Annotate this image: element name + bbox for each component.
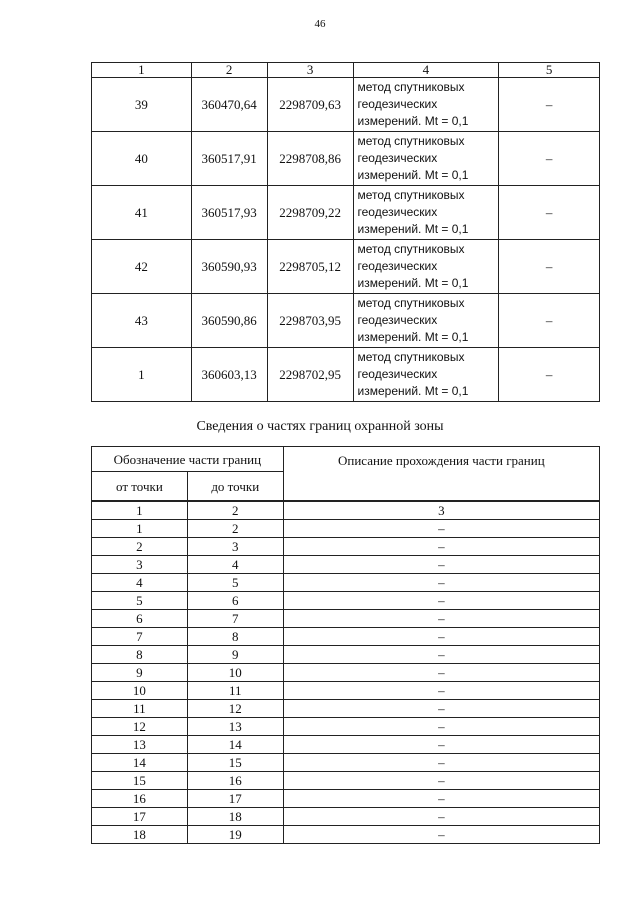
y-coordinate-cell: 2298703,95 <box>267 294 353 348</box>
description-cell: – <box>283 628 599 646</box>
table-row <box>92 574 600 592</box>
table-row <box>92 790 600 808</box>
from-point-cell: 5 <box>92 592 188 610</box>
y-coordinate-cell: 2298709,63 <box>267 78 353 132</box>
to-point-cell: 13 <box>187 718 283 736</box>
to-point-cell: 10 <box>187 664 283 682</box>
to-point-cell: 15 <box>187 754 283 772</box>
point-number-cell: 1 <box>92 348 192 402</box>
from-point-cell: 2 <box>92 538 188 556</box>
to-point-cell: 7 <box>187 610 283 628</box>
header-group-cell: Обозначение части границ <box>92 447 284 472</box>
point-number-cell: 41 <box>92 186 192 240</box>
to-point-cell: 18 <box>187 808 283 826</box>
from-point-cell: 3 <box>92 556 188 574</box>
method-line: измерений. Mt = 0,1 <box>357 222 469 236</box>
description-cell: – <box>283 718 599 736</box>
table-row <box>92 808 600 826</box>
column-number-cell: 4 <box>353 63 499 78</box>
to-point-cell: 6 <box>187 592 283 610</box>
section-title: Сведения о частях границ охранной зоны <box>196 419 444 434</box>
table-row <box>92 294 600 348</box>
table-row <box>92 132 600 186</box>
method-line: измерений. Mt = 0,1 <box>357 276 469 290</box>
numbering-row <box>92 501 600 520</box>
method-line: геодезических <box>357 259 438 273</box>
to-point-cell: 8 <box>187 628 283 646</box>
to-point-cell: 5 <box>187 574 283 592</box>
note-cell: – <box>499 132 600 186</box>
table-row <box>92 186 600 240</box>
from-point-cell: 16 <box>92 790 188 808</box>
from-point-cell: 7 <box>92 628 188 646</box>
point-number-cell: 42 <box>92 240 192 294</box>
boundary-parts-table <box>91 446 600 844</box>
to-point-cell: 16 <box>187 772 283 790</box>
x-coordinate-cell: 360470,64 <box>191 78 267 132</box>
column-number-cell: 5 <box>499 63 600 78</box>
table-row <box>92 240 600 294</box>
point-number-cell: 43 <box>92 294 192 348</box>
table-row <box>92 700 600 718</box>
description-cell: – <box>283 574 599 592</box>
table-row <box>92 772 600 790</box>
page-number: 46 <box>314 18 326 30</box>
table-row <box>92 682 600 700</box>
from-point-cell: 12 <box>92 718 188 736</box>
from-point-cell: 10 <box>92 682 188 700</box>
description-cell: – <box>283 808 599 826</box>
description-cell: – <box>283 664 599 682</box>
to-point-cell: 12 <box>187 700 283 718</box>
to-point-cell: 9 <box>187 646 283 664</box>
table-row <box>92 592 600 610</box>
x-coordinate-cell: 360517,93 <box>191 186 267 240</box>
note-cell: – <box>499 240 600 294</box>
table-row <box>92 736 600 754</box>
description-cell: – <box>283 754 599 772</box>
table-row <box>92 718 600 736</box>
y-coordinate-cell: 2298705,12 <box>267 240 353 294</box>
description-cell: – <box>283 556 599 574</box>
point-number-cell: 39 <box>92 78 192 132</box>
header-from-cell: от точки <box>92 472 188 502</box>
method-line: метод спутниковых <box>357 242 465 256</box>
to-point-cell: 11 <box>187 682 283 700</box>
table-row <box>92 628 600 646</box>
method-cell <box>353 240 499 294</box>
description-cell: – <box>283 646 599 664</box>
column-number-cell: 1 <box>92 63 192 78</box>
to-point-cell: 4 <box>187 556 283 574</box>
description-cell: – <box>283 772 599 790</box>
description-cell: – <box>283 520 599 538</box>
from-point-cell: 1 <box>92 520 188 538</box>
coordinates-table <box>91 62 600 402</box>
numbering-cell: 3 <box>283 501 599 520</box>
method-cell <box>353 132 499 186</box>
note-cell: – <box>499 294 600 348</box>
method-line: геодезических <box>357 367 438 381</box>
header-row <box>92 447 600 472</box>
method-line: метод спутниковых <box>357 80 465 94</box>
x-coordinate-cell: 360517,91 <box>191 132 267 186</box>
from-point-cell: 8 <box>92 646 188 664</box>
header-row <box>92 63 600 78</box>
from-point-cell: 15 <box>92 772 188 790</box>
from-point-cell: 6 <box>92 610 188 628</box>
table-row <box>92 646 600 664</box>
table-row <box>92 610 600 628</box>
method-line: метод спутниковых <box>357 134 465 148</box>
x-coordinate-cell: 360590,86 <box>191 294 267 348</box>
x-coordinate-cell: 360603,13 <box>191 348 267 402</box>
method-cell <box>353 78 499 132</box>
header-to-cell: до точки <box>187 472 283 502</box>
method-line: метод спутниковых <box>357 188 465 202</box>
method-line: геодезических <box>357 97 438 111</box>
header-desc-cell: Описание прохождения части границ <box>283 447 599 502</box>
method-line: метод спутниковых <box>357 350 465 364</box>
from-point-cell: 13 <box>92 736 188 754</box>
description-cell: – <box>283 826 599 844</box>
numbering-cell: 1 <box>92 501 188 520</box>
y-coordinate-cell: 2298709,22 <box>267 186 353 240</box>
method-line: геодезических <box>357 205 438 219</box>
y-coordinate-cell: 2298708,86 <box>267 132 353 186</box>
to-point-cell: 14 <box>187 736 283 754</box>
description-cell: – <box>283 682 599 700</box>
description-cell: – <box>283 790 599 808</box>
from-point-cell: 18 <box>92 826 188 844</box>
method-cell <box>353 294 499 348</box>
to-point-cell: 2 <box>187 520 283 538</box>
from-point-cell: 4 <box>92 574 188 592</box>
method-cell <box>353 348 499 402</box>
to-point-cell: 3 <box>187 538 283 556</box>
description-cell: – <box>283 592 599 610</box>
note-cell: – <box>499 186 600 240</box>
to-point-cell: 17 <box>187 790 283 808</box>
column-number-cell: 3 <box>267 63 353 78</box>
table-row <box>92 348 600 402</box>
method-line: измерений. Mt = 0,1 <box>357 114 469 128</box>
point-number-cell: 40 <box>92 132 192 186</box>
from-point-cell: 9 <box>92 664 188 682</box>
note-cell: – <box>499 348 600 402</box>
numbering-cell: 2 <box>187 501 283 520</box>
description-cell: – <box>283 610 599 628</box>
description-cell: – <box>283 700 599 718</box>
method-line: измерений. Mt = 0,1 <box>357 330 469 344</box>
description-cell: – <box>283 538 599 556</box>
from-point-cell: 17 <box>92 808 188 826</box>
note-cell: – <box>499 78 600 132</box>
method-line: измерений. Mt = 0,1 <box>357 168 469 182</box>
method-cell <box>353 186 499 240</box>
method-line: измерений. Mt = 0,1 <box>357 384 469 398</box>
table-row <box>92 78 600 132</box>
table-row <box>92 520 600 538</box>
table-row <box>92 754 600 772</box>
method-line: геодезических <box>357 313 438 327</box>
table-row <box>92 664 600 682</box>
from-point-cell: 11 <box>92 700 188 718</box>
method-line: геодезических <box>357 151 438 165</box>
table-row <box>92 538 600 556</box>
column-number-cell: 2 <box>191 63 267 78</box>
description-cell: – <box>283 736 599 754</box>
from-point-cell: 14 <box>92 754 188 772</box>
x-coordinate-cell: 360590,93 <box>191 240 267 294</box>
y-coordinate-cell: 2298702,95 <box>267 348 353 402</box>
table-row <box>92 556 600 574</box>
to-point-cell: 19 <box>187 826 283 844</box>
table-row <box>92 826 600 844</box>
method-line: метод спутниковых <box>357 296 465 310</box>
